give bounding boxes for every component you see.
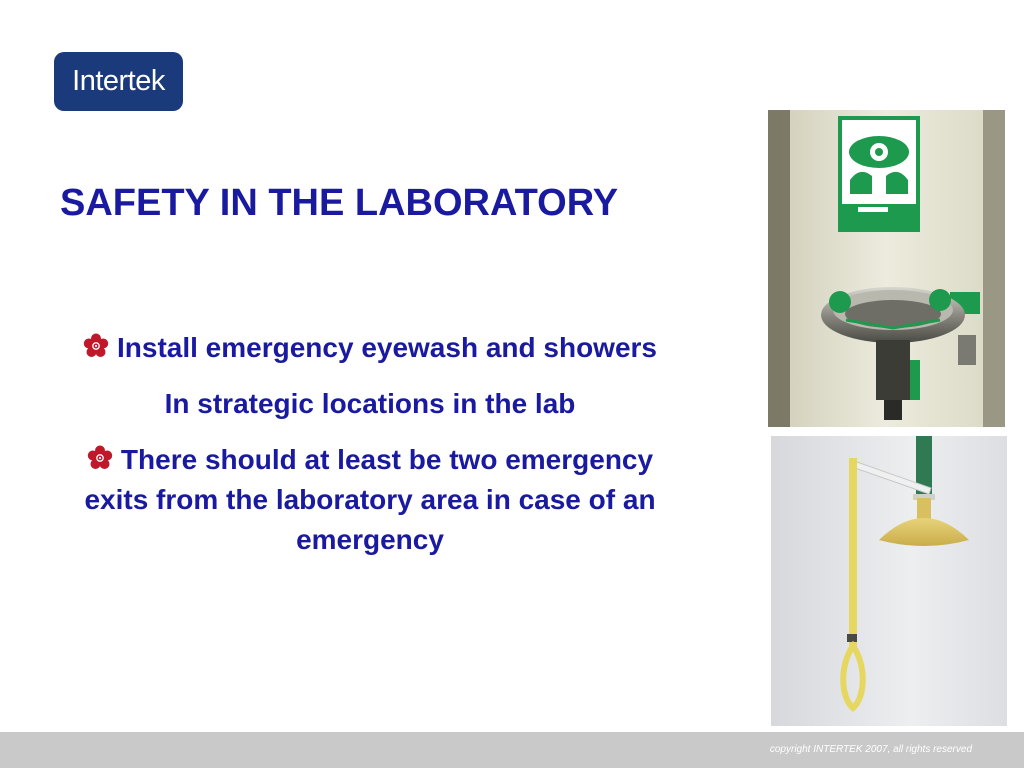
- sub-text: In strategic locations in the lab: [164, 388, 576, 419]
- logo-text: Intertek: [72, 65, 165, 97]
- bullet-item: [60, 328, 680, 368]
- slide-body: [60, 328, 680, 560]
- eyewash-station-photo: [768, 110, 1005, 427]
- emergency-shower-photo: [771, 436, 1007, 726]
- eyewash-illustration: [768, 110, 1005, 427]
- shower-illustration: [771, 436, 1007, 726]
- bullet-text: Install emergency eyewash and showers: [116, 332, 657, 363]
- copyright-text: copyright INTERTEK 2007, all rights reserved: [769, 744, 972, 755]
- flower-bullet-icon: [83, 333, 109, 359]
- footer-bar: [0, 732, 1024, 768]
- bullet-item: [60, 440, 680, 560]
- bullet-text: There should at least be two emergency exits from the laboratory area in case of an emergency: [84, 444, 656, 555]
- slide-title: SAFETY IN THE LABORATORY: [60, 182, 619, 224]
- flower-bullet-icon: [87, 445, 113, 471]
- intertek-logo: [54, 52, 183, 111]
